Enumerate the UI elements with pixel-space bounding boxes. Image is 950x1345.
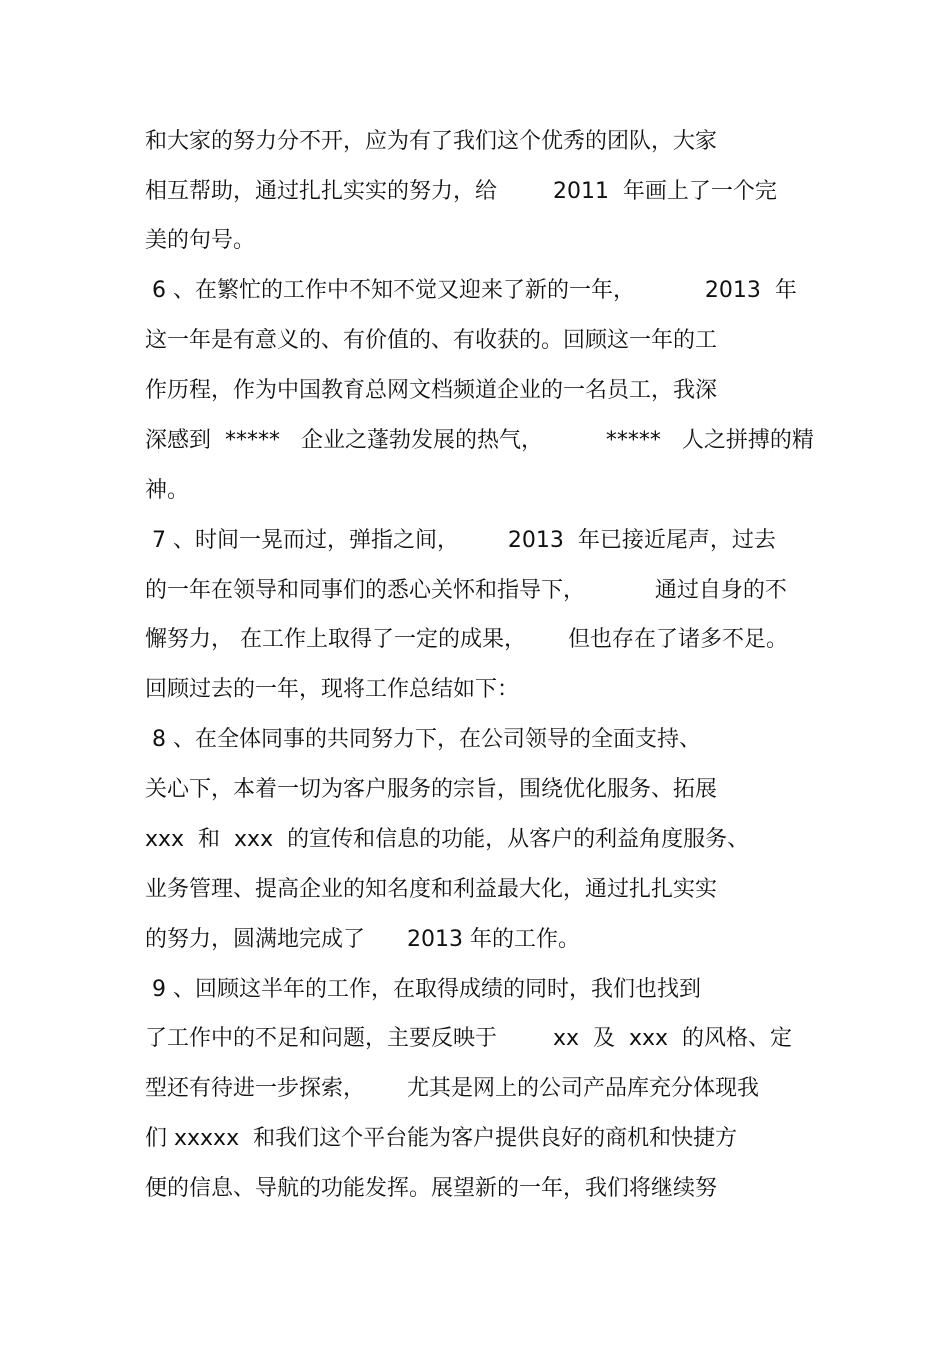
text-line: 作历程，作为中国教育总网文档频道企业的一名员工，我深	[145, 378, 718, 403]
text-line: 型还有待进一步探索， 尤其是网上的公司产品库充分体现我	[145, 1076, 759, 1101]
text-line: 关心下，本着一切为客户服务的宗旨，围绕优化服务、拓展	[145, 777, 718, 802]
text-line: 神。	[145, 478, 190, 503]
text-line: 们 xxxxx 和我们这个平台能为客户提供良好的商机和快捷方	[145, 1126, 738, 1151]
text-line: 美的句号。	[145, 228, 256, 253]
text-line: 了工作中的不足和问题，主要反映于 xx 及 xxx 的风格、定	[145, 1026, 793, 1051]
text-line: 6 、在繁忙的工作中不知不觉又迎来了新的一年， 2013 年	[145, 278, 797, 303]
text-line: 深感到 ***** 企业之蓬勃发展的热气， ***** 人之拼搏的精	[145, 428, 814, 453]
text-line: 业务管理、提高企业的知名度和利益最大化，通过扎扎实实	[145, 877, 718, 902]
text-line: 相互帮助，通过扎扎实实的努力，给 2011 年画上了一个完	[145, 179, 777, 204]
text-line: 和大家的努力分不开，应为有了我们这个优秀的团队，大家	[145, 129, 718, 154]
text-line: 懈努力， 在工作上取得了一定的成果， 但也存在了诸多不足。	[145, 627, 788, 652]
text-line: 这一年是有意义的、有价值的、有收获的。回顾这一年的工	[145, 328, 718, 353]
text-line: 9 、回顾这半年的工作，在取得成绩的同时，我们也找到	[145, 977, 701, 1002]
text-line: 8 、在全体同事的共同努力下，在公司领导的全面支持、	[145, 727, 701, 752]
text-line: 的努力，圆满地完成了 2013 年的工作。	[145, 927, 580, 952]
text-line: xxx 和 xxx 的宣传和信息的功能，从客户的利益角度服务、	[145, 827, 750, 852]
text-line: 7 、时间一晃而过，弹指之间， 2013 年已接近尾声，过去	[145, 528, 776, 553]
text-line: 回顾过去的一年，现将工作总结如下：	[145, 677, 520, 702]
text-line: 便的信息、导航的功能发挥。展望新的一年，我们将继续努	[145, 1176, 718, 1201]
text-line: 的一年在领导和同事们的悉心关怀和指导下， 通过自身的不	[145, 578, 787, 603]
